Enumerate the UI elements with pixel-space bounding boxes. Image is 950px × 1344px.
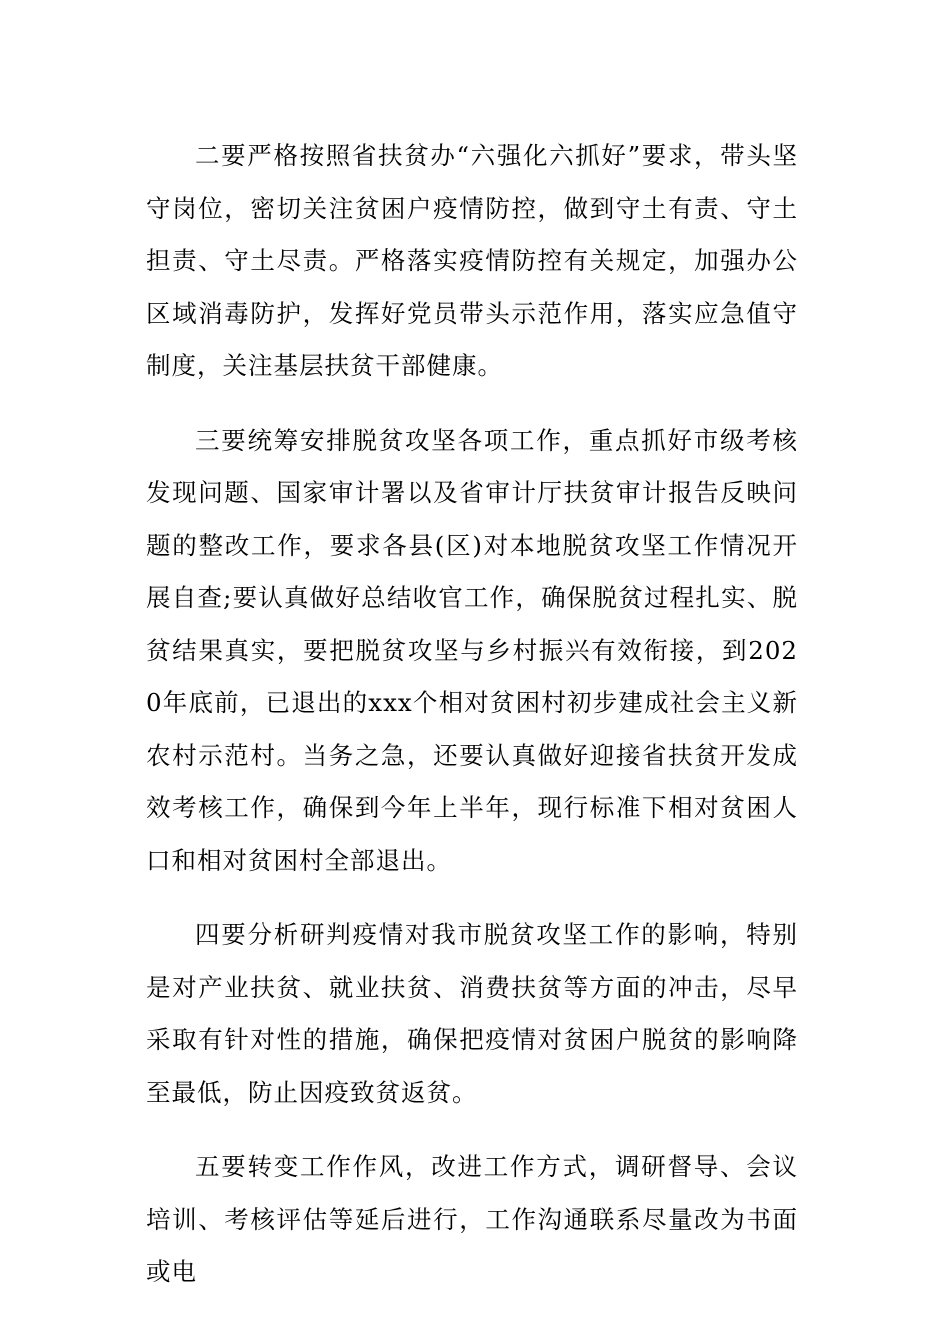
paragraph-4: 四要分析研判疫情对我市脱贫攻坚工作的影响，特别是对产业扶贫、就业扶贫、消费扶贫等方面的冲击，尽早采取有针对性的措施，确保把疫情对贫困户脱贫的影响降至最低，防止因疫致贫返贫。 bbox=[146, 920, 798, 1107]
document-body bbox=[146, 130, 798, 1299]
paragraph-2: 二要严格按照省扶贫办“六强化六抓好”要求，带头坚守岗位，密切关注贫困户疫情防控，做到守土有责、守土担责、守土尽责。严格落实疫情防控有关规定，加强办公区域消毒防护，发挥好党员带头示范作用，落实应急值守制度，关注基层扶贫干部健康。 bbox=[146, 141, 798, 380]
paragraph-3: 三要统筹安排脱贫攻坚各项工作，重点抓好市级考核发现问题、国家审计署以及省审计厅扶贫审计报告反映问题的整改工作，要求各县(区)对本地脱贫攻坚工作情况开展自查;要认真做好总结收官工作，确保脱贫过程扎实、脱贫结果真实，要把脱贫攻坚与乡村振兴有效衔接，到2020年底前，已退出的xxx个相对贫困村初步建成社会主义新农村示范村。当务之急，还要认真做好迎接省扶贫开发成效考核工作，确保到今年上半年，现行标准下相对贫困人口和相对贫困村全部退出。 bbox=[146, 425, 798, 875]
paragraph-5: 五要转变工作作风，改进工作方式，调研督导、会议培训、考核评估等延后进行，工作沟通联系尽量改为书面或电 bbox=[146, 1152, 798, 1286]
